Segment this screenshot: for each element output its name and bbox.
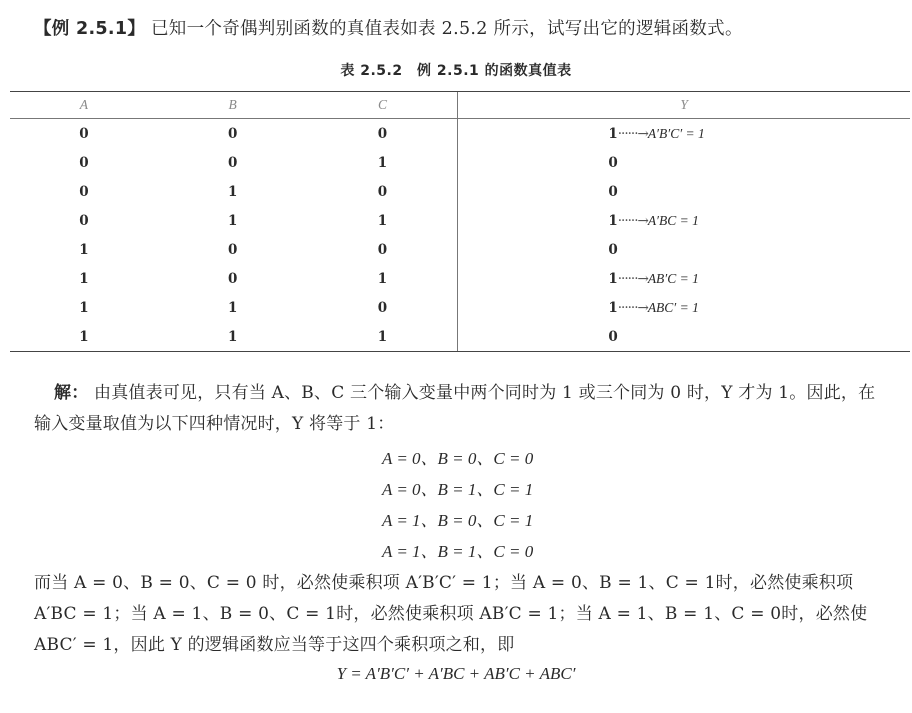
cell-b: 0 — [227, 125, 238, 142]
table-row — [10, 148, 910, 177]
cell-a: 1 — [79, 299, 89, 316]
table-caption: 表 2.5.2 例 2.5.1 的函数真值表 — [340, 63, 572, 79]
condition-line: A = 0、B = 1、C = 1 — [382, 480, 534, 499]
cell-c: 0 — [377, 241, 388, 258]
cell-c: 1 — [377, 270, 388, 287]
arrow-icon: ······→ — [617, 212, 648, 229]
cell-b: 0 — [227, 241, 238, 258]
final-expression: Y = A′B′C′ + A′BC + AB′C + ABC′ — [336, 664, 576, 683]
header-y: Y — [458, 92, 910, 119]
cell-y — [458, 177, 910, 206]
cell-a: 1 — [79, 241, 89, 258]
cell-c: 1 — [377, 212, 388, 229]
cell-b: 0 — [227, 270, 238, 287]
cell-b: 1 — [227, 299, 238, 316]
arrow-icon: ······→ — [617, 299, 648, 316]
product-term-note: A′B′C′ = 1 — [647, 125, 705, 141]
solution-paragraph-1 — [34, 378, 884, 440]
cell-a: 0 — [79, 125, 89, 142]
cell-c: 0 — [377, 125, 388, 142]
table-row — [10, 235, 910, 264]
table-row — [10, 206, 910, 235]
y-value: 1 — [608, 125, 618, 142]
condition-line: A = 0、B = 0、C = 0 — [382, 449, 534, 468]
cell-c: 1 — [308, 322, 458, 352]
product-term-note: ABC′ = 1 — [647, 299, 699, 315]
cell-y — [458, 206, 910, 235]
y-value: 1 — [608, 299, 618, 316]
y-value: 0 — [608, 241, 618, 258]
arrow-icon: ······→ — [617, 270, 648, 287]
table-row — [10, 293, 910, 322]
cell-c: 0 — [377, 299, 388, 316]
header-c: C — [308, 92, 458, 119]
condition-line: A = 1、B = 0、C = 1 — [382, 511, 534, 530]
y-value: 1 — [608, 212, 618, 229]
cell-a: 1 — [10, 322, 158, 352]
cell-a: 0 — [79, 154, 89, 171]
product-term-note: A′BC = 1 — [647, 212, 699, 228]
example-label: 【例 2.5.1】 — [34, 19, 146, 39]
cell-y — [458, 264, 910, 293]
y-value: 0 — [608, 183, 618, 200]
input-conditions — [382, 443, 533, 567]
cell-b: 1 — [227, 212, 238, 229]
cell-y — [458, 322, 910, 352]
table-row — [10, 264, 910, 293]
cell-y — [458, 293, 910, 322]
solution-text-1: 由真值表可见，只有当 A、B、C 三个输入变量中两个同时为 1 或三个同为 0 时，Y 才为 1。因此，在输入变量取值为以下四种情况时，Y 将等于 1： — [34, 383, 876, 434]
cell-c: 1 — [377, 154, 388, 171]
cell-a: 0 — [79, 183, 89, 200]
cell-a: 0 — [79, 212, 89, 229]
solution-label: 解： — [54, 383, 89, 403]
y-value: 0 — [608, 154, 618, 171]
cell-y — [458, 148, 910, 177]
cell-b: 1 — [158, 322, 308, 352]
truth-table — [10, 91, 910, 352]
y-value: 1 — [608, 270, 618, 287]
condition-line: A = 1、B = 1、C = 0 — [382, 542, 534, 561]
table-row — [10, 119, 910, 149]
cell-a: 1 — [79, 270, 89, 287]
table-header-row — [10, 92, 910, 119]
cell-y — [458, 119, 910, 149]
header-a: A — [10, 92, 158, 119]
solution-paragraph-2: 而当 A = 0、B = 0、C = 0 时，必然使乘积项 A′B′C′ = 1；当 A = 0、B = 1、C = 1时，必然使乘积项 A′BC = 1；当 A = 1、B = 0、C = 1时，必然使乘积项 AB′C = 1；当 A = 1、B = 1、C = 0时，必然使 ABC′ = 1，因此 Y 的逻辑函数应当等于这四个乘积项之和，即 — [34, 573, 868, 655]
arrow-icon: ······→ — [617, 125, 648, 142]
table-row — [10, 177, 910, 206]
cell-b: 0 — [227, 154, 238, 171]
cell-b: 1 — [227, 183, 238, 200]
header-b: B — [158, 92, 308, 119]
y-value: 0 — [608, 328, 618, 345]
table-row — [10, 322, 910, 352]
example-statement — [34, 15, 894, 40]
product-term-note: AB′C = 1 — [647, 270, 699, 286]
cell-y — [458, 235, 910, 264]
cell-c: 0 — [377, 183, 388, 200]
example-text: 已知一个奇偶判别函数的真值表如表 2.5.2 所示，试写出它的逻辑函数式。 — [151, 19, 743, 39]
